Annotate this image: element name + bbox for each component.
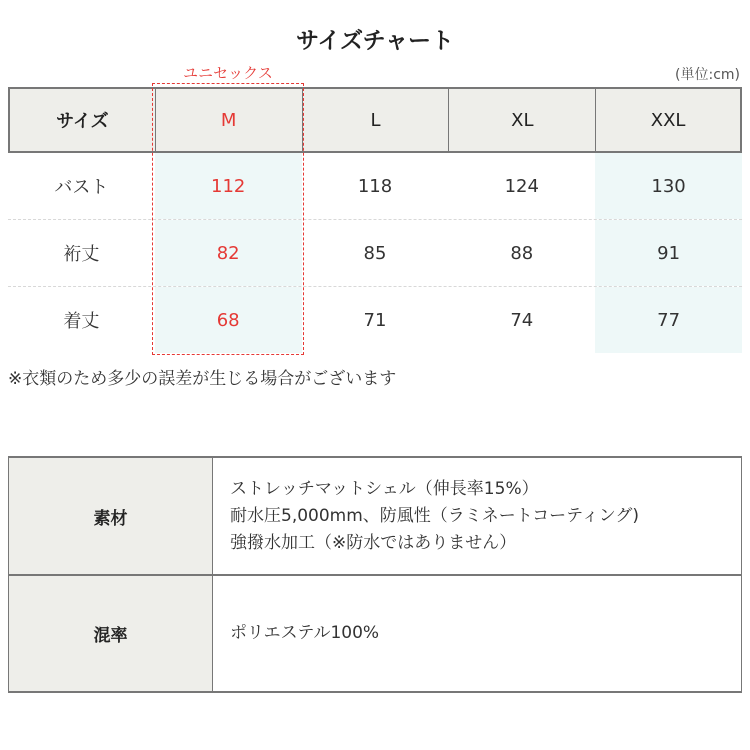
table-cell: 71: [363, 309, 387, 331]
note-text: ※衣類のため多少の誤差が生じる場合がございます: [8, 369, 397, 389]
table-cell: 124: [504, 175, 539, 197]
table-cell: 118: [357, 175, 393, 197]
table-row: [8, 458, 742, 576]
size-table-header: [8, 87, 742, 153]
unit-label: (単位:cm): [675, 67, 740, 83]
unisex-highlight-box: [152, 83, 304, 355]
table-cell: 68: [155, 287, 302, 353]
material-table: [8, 456, 742, 693]
blend-line: ポリエステル100%: [230, 623, 380, 643]
header-cell-m: M: [155, 87, 302, 153]
unisex-label: ユニセックス: [183, 64, 273, 82]
row-label: バスト: [54, 177, 109, 198]
material-line: 耐水圧5,000mm、防風性（ラミネートコーティング): [230, 505, 640, 526]
table-cell: 82: [155, 220, 302, 286]
row-label: 着丈: [63, 311, 100, 332]
material-value: [213, 458, 742, 574]
header-cell-l: L: [302, 87, 449, 153]
material-line: 強撥水加工（※防水ではありません）: [230, 532, 517, 553]
table-row: [8, 576, 742, 691]
table-row: [8, 220, 742, 287]
blend-label: 混率: [8, 576, 213, 691]
table-cell: 112: [155, 153, 302, 219]
material-label: 素材: [8, 458, 213, 574]
table-cell: 85: [363, 242, 387, 264]
table-row: [8, 153, 742, 220]
blend-value: [213, 576, 742, 691]
table-cell: 74: [510, 309, 534, 331]
header-cell-xl: XL: [448, 87, 595, 153]
material-line: ストレッチマットシェル（伸長率15%）: [230, 478, 539, 499]
row-label: 裄丈: [63, 244, 100, 265]
table-cell: 130: [595, 153, 742, 219]
page-title: サイズチャート: [295, 28, 454, 54]
table-cell: 91: [595, 220, 742, 286]
size-table: [8, 87, 742, 353]
table-cell: 88: [510, 242, 534, 264]
header-cell-xxl: XXL: [595, 87, 742, 153]
header-cell-size: サイズ: [8, 87, 155, 153]
table-row: [8, 287, 742, 353]
table-cell: 77: [595, 287, 742, 353]
